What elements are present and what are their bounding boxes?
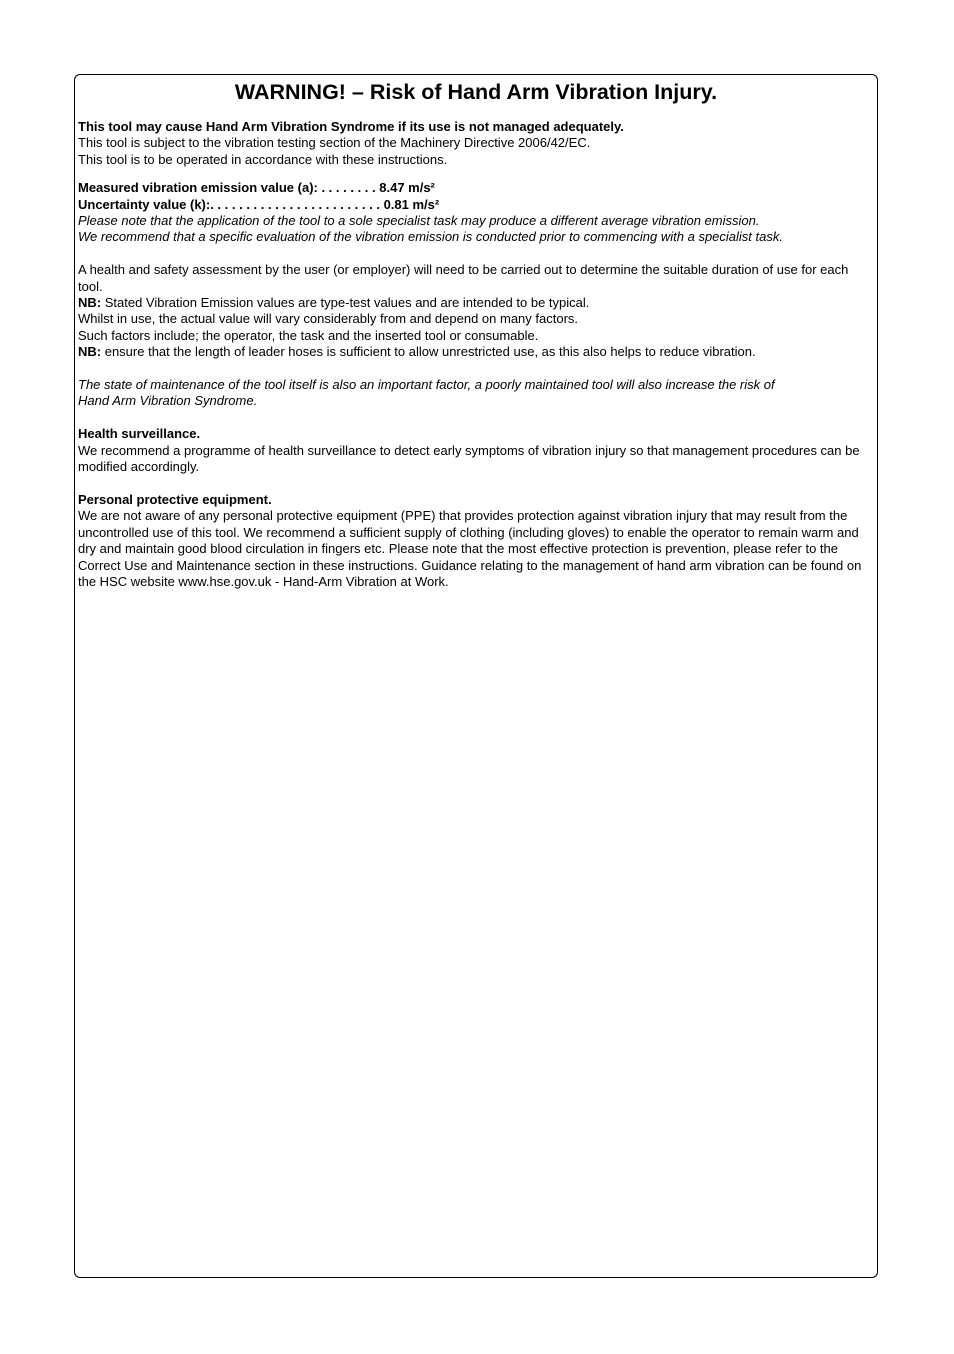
warning-box (74, 74, 878, 1278)
ppe-heading: Personal protective equipment. (78, 491, 272, 507)
health-surveillance-text: We recommend a programme of health surveillance to detect early symptoms of vibration injury so that management procedures can be modified accordingly. (78, 442, 860, 475)
nb-typical-text: Stated Vibration Emission values are type-test values and are intended to be typical. (101, 295, 590, 311)
intro-directive-line: This tool is subject to the vibration testing section of the Machinery Directive 2006/42/EC. (78, 135, 591, 151)
uncertainty-value: Uncertainty value (k):. . . . . . . . . . . . . . . . . . . . . . . . 0.81 m/s² (78, 196, 440, 212)
nb-label: NB: (78, 295, 102, 311)
ppe-text: We are not aware of any personal protective equipment (PPE) that provides protection against vibration injury that may result from the uncontrolled use of this tool. We recommend a sufficient supply of clothing (including gloves) to enable the operator to remain warm and dry and maintain good blood circulation in fingers etc. Please note that the most effective protection is prevention, please refer to the Correct Use and Maintenance section in these instructions. Guidance relating to the management of hand arm vibration can be found on the HSC website www.hse.gov.uk - Hand-Arm Vibration at Work. (78, 508, 862, 589)
nb-hoses-text: ensure that the length of leader hoses is sufficient to allow unrestricted use, as this also helps to reduce vibration. (101, 344, 756, 360)
spacer (78, 475, 876, 491)
maintenance-line-1: The state of maintenance of the tool itself is also an important factor, a poorly maintained tool will also increase the risk of (78, 377, 775, 393)
factors-line: Such factors include; the operator, the task and the inserted tool or consumable. (78, 327, 539, 343)
nb-typical-line (78, 295, 876, 311)
spacer (78, 168, 876, 180)
intro-instructions-line: This tool is to be operated in accordance with these instructions. (78, 151, 448, 167)
health-surveillance-heading: Health surveillance. (78, 426, 201, 442)
assessment-paragraph: A health and safety assessment by the user (or employer) will need to be carried out to determine the suitable duration of use for each tool. (78, 262, 849, 294)
warning-content (78, 119, 876, 590)
intro-bold-line: This tool may cause Hand Arm Vibration Syndrome if its use is not managed adequately. (78, 119, 624, 134)
maintenance-line-2: Hand Arm Vibration Syndrome. (78, 393, 258, 409)
spacer (78, 361, 876, 377)
emission-note-1: Please note that the application of the tool to a sole specialist task may produce a different average vibration emission. (78, 213, 760, 229)
spacer (78, 410, 876, 426)
nb-label: NB: (78, 344, 102, 360)
whilst-in-use-line: Whilst in use, the actual value will vary considerably from and depend on many factors. (78, 311, 579, 327)
emission-note-2: We recommend that a specific evaluation of the vibration emission is conducted prior to commencing with a specialist task. (78, 229, 783, 245)
nb-hoses-line (78, 344, 876, 360)
emission-value: Measured vibration emission value (a): . . . . . . . . 8.47 m/s² (78, 180, 435, 196)
spacer (78, 246, 876, 262)
warning-title: WARNING! – Risk of Hand Arm Vibration Injury. (234, 80, 718, 104)
